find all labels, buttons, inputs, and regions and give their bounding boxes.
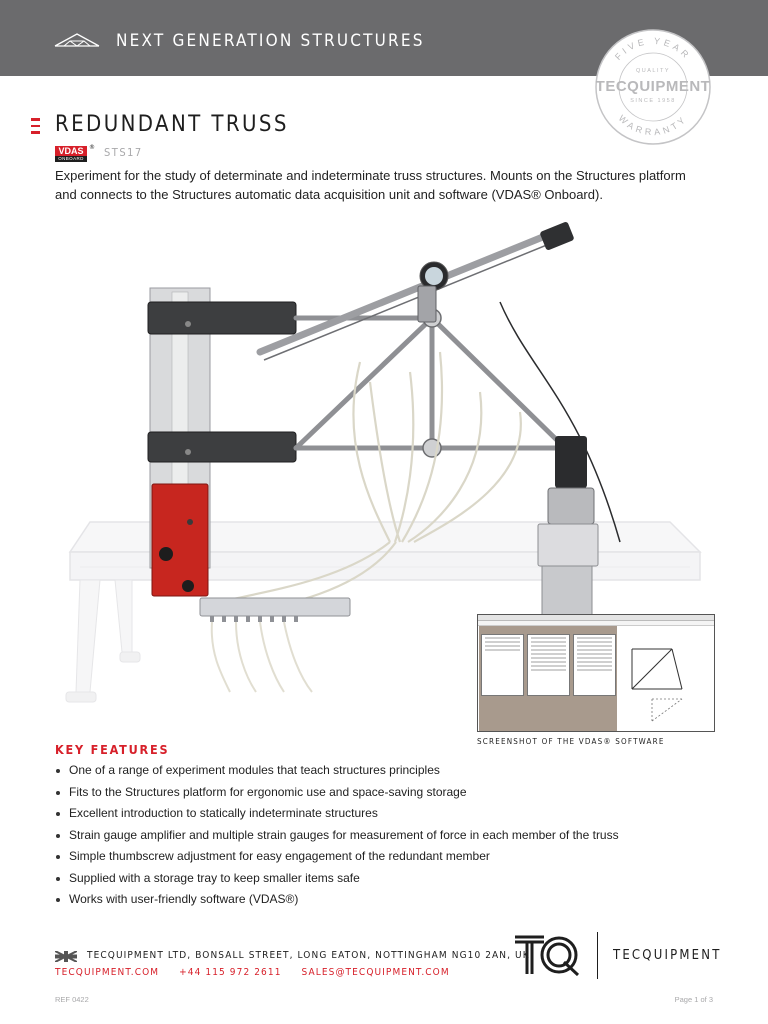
vdas-onboard-badge (55, 146, 87, 162)
page-number: Page 1 of 3 (674, 995, 713, 1004)
contact-line (55, 967, 466, 978)
seal-bottom-text: WARRANTY (616, 113, 690, 138)
product-code: STS17 (104, 146, 143, 159)
seal-top-text: FIVE YEAR (612, 35, 693, 62)
seal-brand: TECQUIPMENT (595, 78, 711, 95)
website-link[interactable]: TECQUIPMENT.COM (55, 967, 160, 978)
header-tagline: NEXT GENERATION STRUCTURES (116, 31, 425, 51)
key-features-heading: KEY FEATURES (55, 742, 170, 757)
product-description: Experiment for the study of determinate and indeterminate truss structures. Mounts on the Structures platform and connects to the Structures automatic data acquisition unit and software (VDAS® Onboard). (55, 168, 686, 202)
brand-divider (597, 932, 598, 979)
list-item: One of a range of experiment modules that teach structures principles (55, 760, 619, 782)
title-marker-icon (31, 118, 40, 138)
seal-since: SINCE 1958 (630, 98, 676, 104)
brand-name: TECQUIPMENT (613, 948, 722, 963)
truss-diagram-icon (622, 629, 712, 729)
reference-code: REF 0422 (55, 995, 89, 1004)
roof-truss-icon (54, 33, 100, 47)
uk-flag-icon (55, 951, 77, 962)
vdas-software-screenshot (477, 614, 715, 732)
truss-members (296, 318, 565, 448)
list-item: Supplied with a storage tray to keep smaller items safe (55, 868, 619, 890)
list-item: Strain gauge amplifier and multiple strain gauges for measurement of force in each member of the truss (55, 825, 619, 847)
vdas-registered-mark: ® (89, 144, 95, 151)
email-link[interactable]: SALES@TECQUIPMENT.COM (301, 967, 450, 978)
vdas-badge-top: VDAS (55, 146, 87, 156)
phone-number[interactable]: +44 115 972 2611 (179, 967, 282, 978)
list-item: Simple thumbscrew adjustment for easy engagement of the redundant member (55, 846, 619, 868)
key-features-list (55, 760, 619, 911)
page-title: REDUNDANT TRUSS (55, 112, 289, 137)
warranty-seal (594, 28, 712, 146)
seal-quality: QUALITY (635, 68, 671, 74)
list-item: Excellent introduction to statically indeterminate structures (55, 803, 619, 825)
vdas-badge-bottom: ONBOARD (55, 156, 87, 162)
tq-logo-icon (514, 934, 580, 976)
image-caption: SCREENSHOT OF THE VDAS® SOFTWARE (477, 737, 665, 746)
list-item: Works with user-friendly software (VDAS®) (55, 889, 619, 911)
company-address: TECQUIPMENT LTD, BONSALL STREET, LONG EATON, NOTTINGHAM NG10 2AN, UK (87, 950, 530, 961)
list-item: Fits to the Structures platform for ergonomic use and space-saving storage (55, 782, 619, 804)
